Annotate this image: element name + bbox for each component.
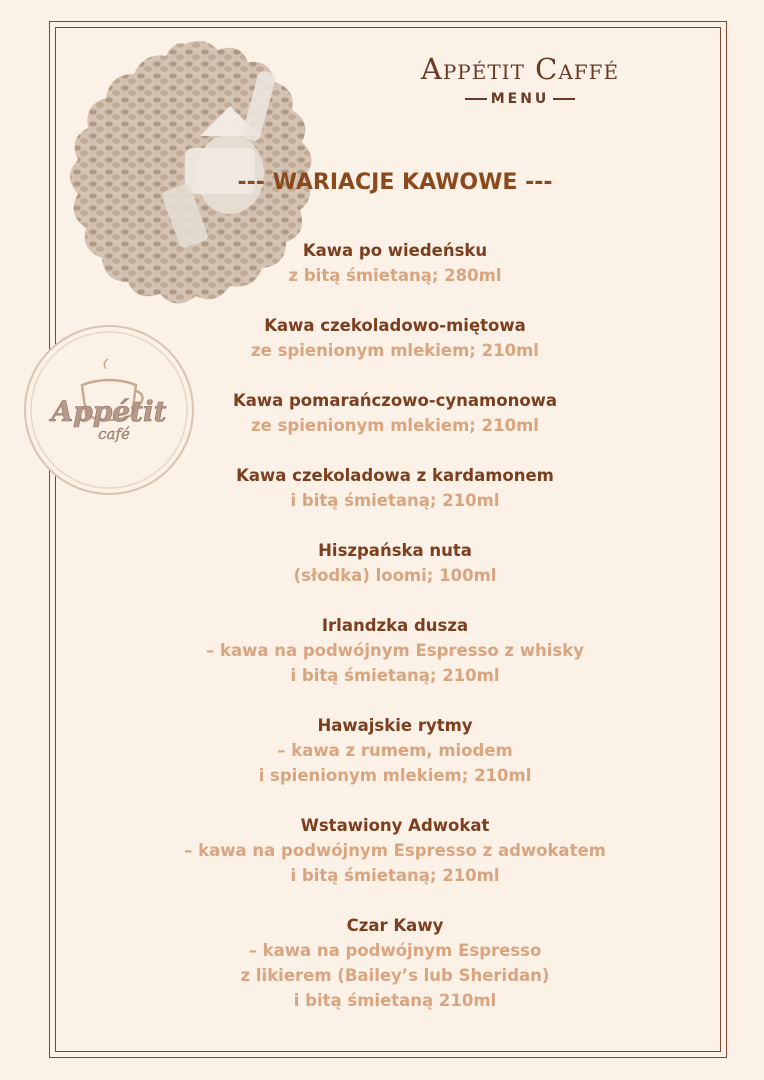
- menu-item-description: i bitą śmietaną; 210ml: [290, 866, 500, 885]
- menu-label-text: MENU: [490, 91, 550, 107]
- menu-item: [0, 238, 764, 288]
- logo-text-cafe: café: [98, 425, 130, 443]
- menu-item-name: Hawajskie rytmy: [317, 716, 473, 735]
- menu-item-description: z bitą śmietaną; 280ml: [288, 266, 502, 285]
- menu-item-name: Czar Kawy: [346, 916, 444, 935]
- menu-item-name: Kawa pomarańczowo-cynamonowa: [232, 391, 558, 410]
- menu-item-name: Kawa po wiedeńsku: [302, 241, 488, 260]
- menu-item-name: Hiszpańska nuta: [318, 541, 472, 560]
- menu-subtitle: [440, 91, 600, 107]
- menu-item-description: – kawa na podwójnym Espresso z adwokatem: [184, 841, 606, 860]
- menu-item: [0, 913, 764, 1013]
- menu-item: [0, 613, 764, 688]
- menu-item-name: Irlandzka dusza: [321, 616, 469, 635]
- menu-item-name: Kawa czekoladowa z kardamonem: [236, 466, 554, 485]
- menu-items-list: [0, 238, 764, 1038]
- divider-left: [465, 98, 487, 100]
- menu-item-description: i spienionym mlekiem; 210ml: [258, 766, 532, 785]
- menu-item-description: i bitą śmietaną; 210ml: [290, 491, 500, 510]
- divider-right: [553, 98, 575, 100]
- menu-item-description: – kawa z rumem, miodem: [277, 741, 513, 760]
- logo-text-appetit: Appétit: [51, 395, 167, 428]
- menu-item-description: – kawa na podwójnym Espresso z whisky: [206, 641, 584, 660]
- menu-item-description: ze spienionym mlekiem; 210ml: [251, 341, 539, 360]
- brand-name: Appétit Caffé: [420, 52, 620, 86]
- menu-item-description: i bitą śmietaną 210ml: [293, 991, 497, 1010]
- menu-item-description: (słodka) loomi; 100ml: [293, 566, 497, 585]
- menu-item-description: z likierem (Bailey’s lub Sheridan): [240, 966, 550, 985]
- menu-item-description: ze spienionym mlekiem; 210ml: [251, 416, 539, 435]
- menu-item-name: Kawa czekoladowo-miętowa: [264, 316, 526, 335]
- menu-item: [0, 713, 764, 788]
- menu-item-description: – kawa na podwójnym Espresso: [248, 941, 542, 960]
- menu-item: [0, 388, 764, 438]
- menu-item: [0, 313, 764, 363]
- menu-item: [0, 538, 764, 588]
- section-title: --- WARIACJE KAWOWE ---: [237, 170, 553, 195]
- menu-item-name: Wstawiony Adwokat: [300, 816, 490, 835]
- menu-item-description: i bitą śmietaną; 210ml: [290, 666, 500, 685]
- menu-item: [0, 463, 764, 513]
- menu-item: [0, 813, 764, 888]
